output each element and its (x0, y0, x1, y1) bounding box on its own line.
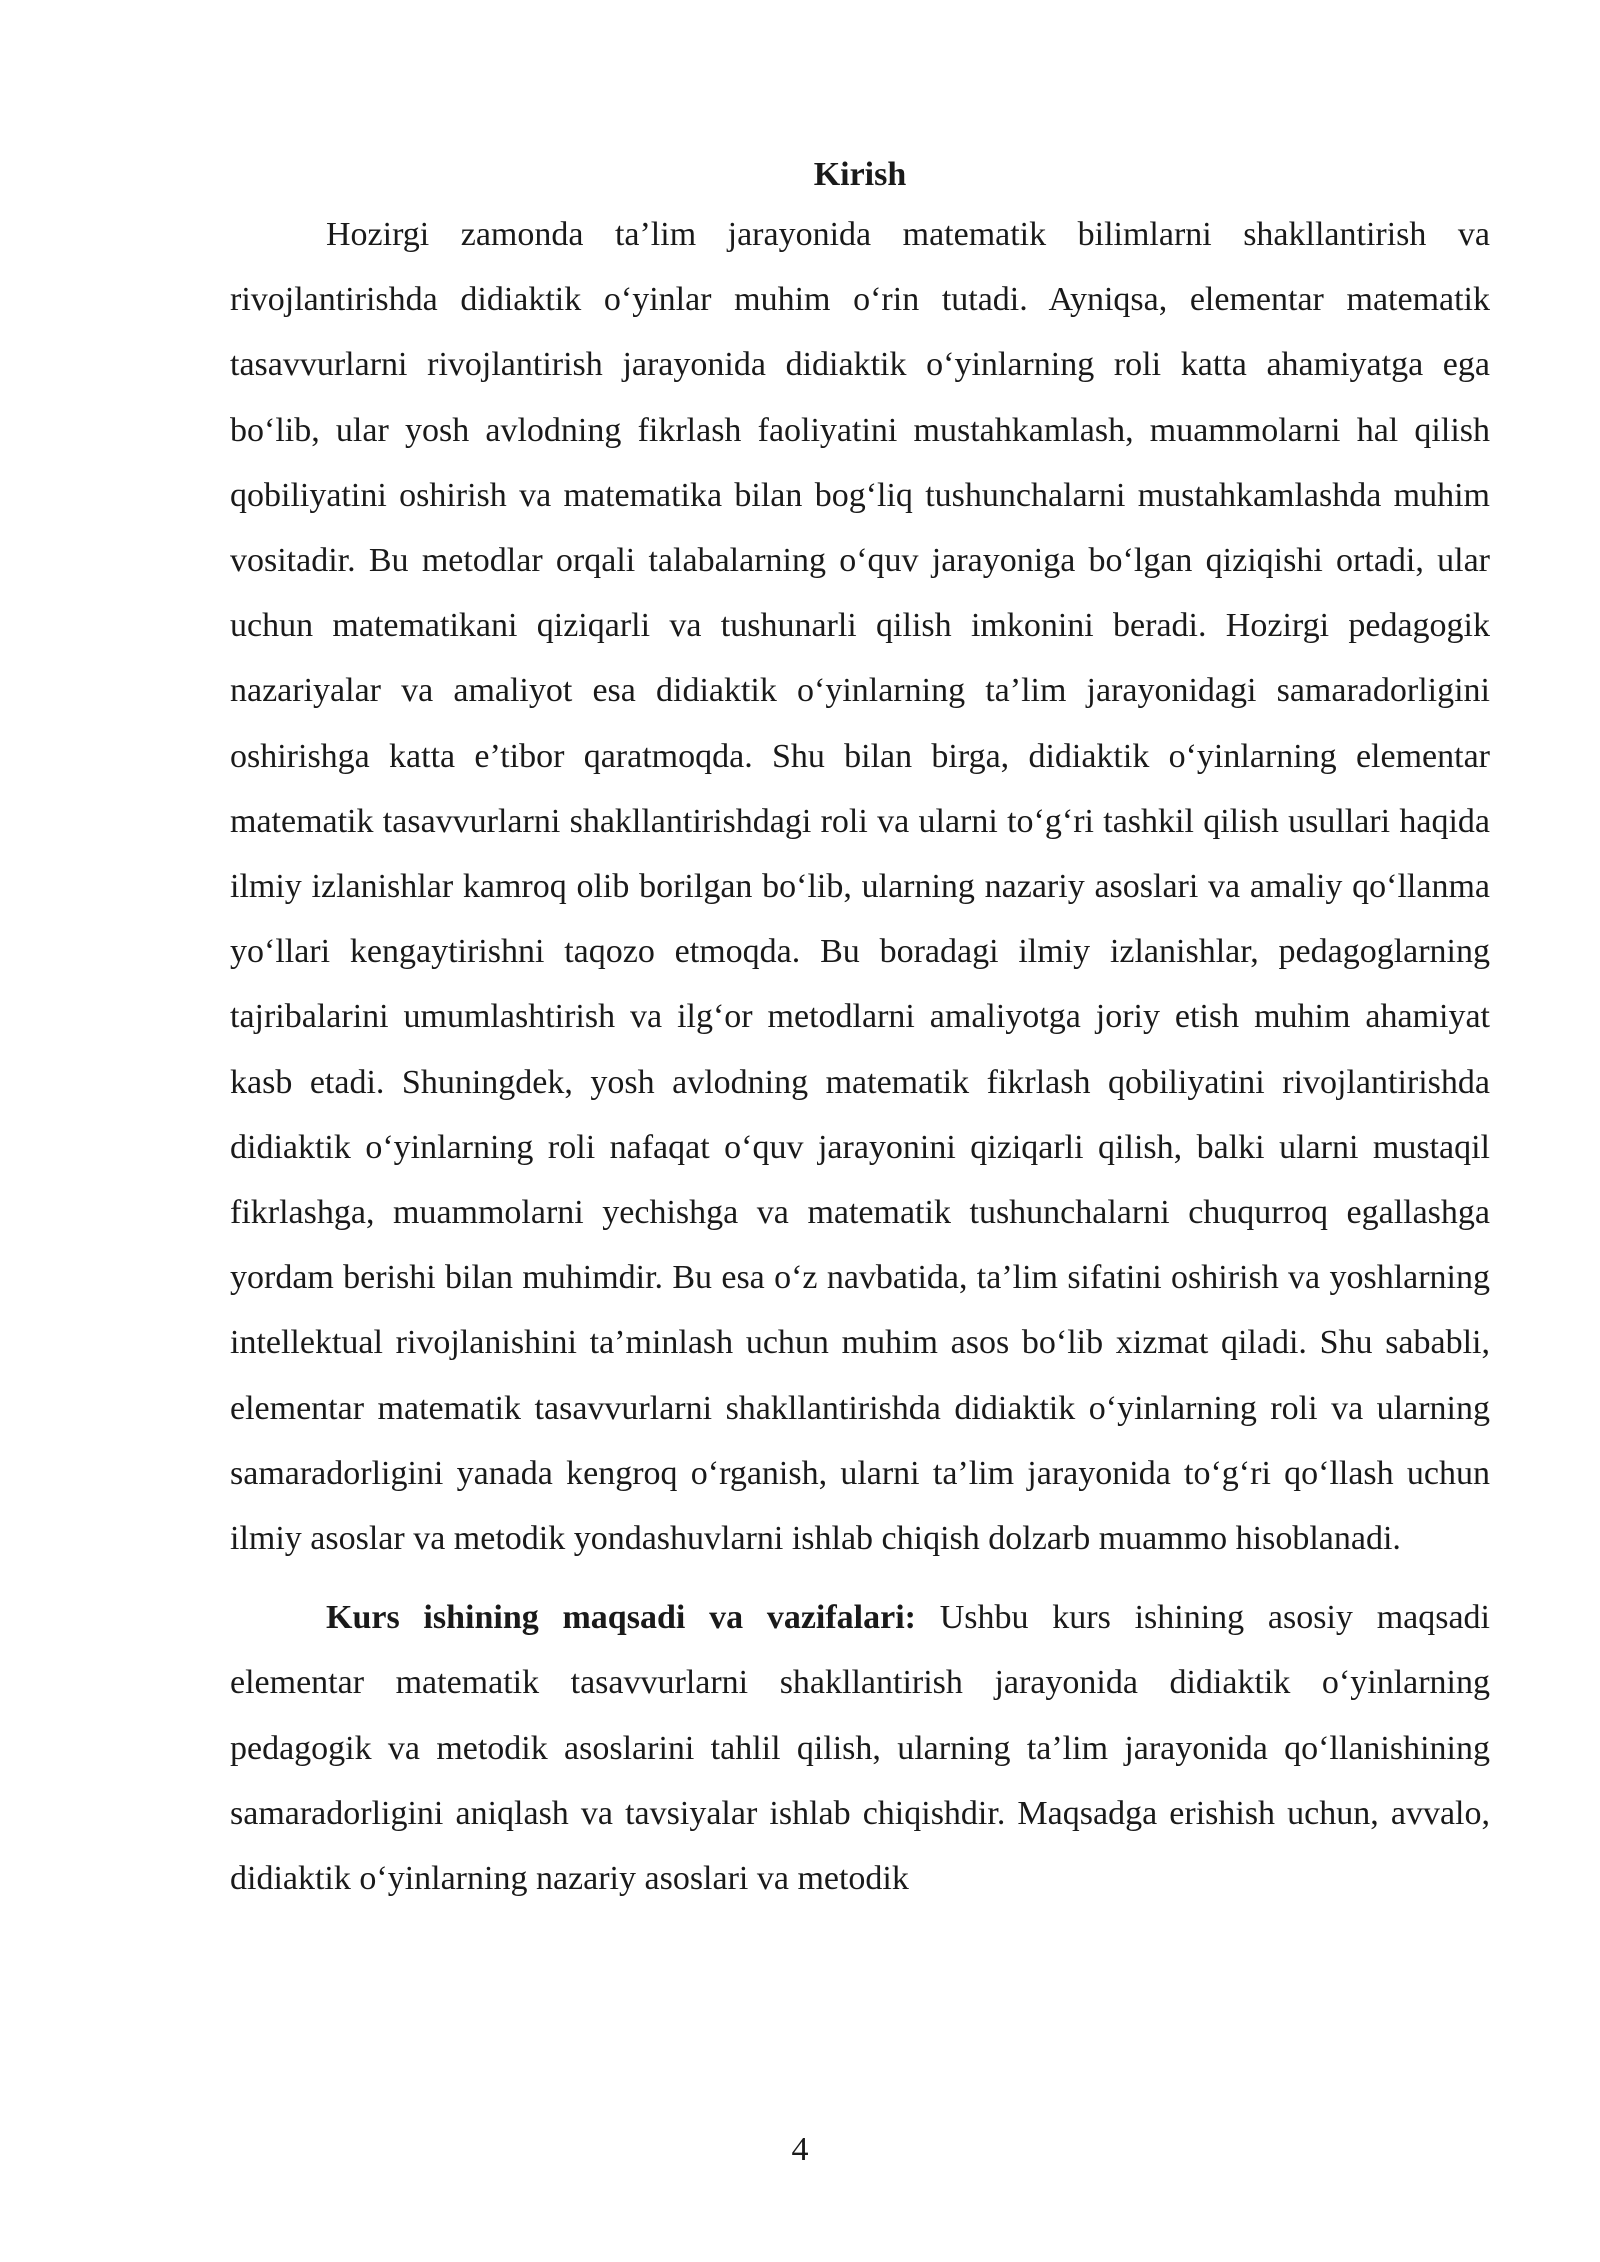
paragraph-text: Ushbu kurs ishining asosiy maqsadi elementar matematik tasavvurlarni shakllantirish jarayonida didiaktik o‘yinlarning pedagogik va metodik asoslarini tahlil qilish, ularning ta’lim jarayonida qo‘llanishining samaradorligini aniqlash va tavsiyalar ishlab chiqishdir. Maqsadga erishish uchun, avvalo, didiaktik o‘yinlarning nazariy asoslari va metodik (230, 1599, 1490, 1898)
goals-paragraph (230, 1585, 1490, 1911)
page-number: 4 (791, 2131, 809, 2168)
paragraph-text: Hozirgi zamonda ta’lim jarayonida matematik bilimlarni shakllantirish va rivojlantirishda didiaktik o‘yinlar muhim o‘rin tutadi. Ayniqsa, elementar matematik tasavvurlarni rivojlantirish jarayonida didiaktik o‘yinlarning roli katta ahamiyatga ega bo‘lib, ular yosh avlodning fikrlash faoliyatini mustahkamlash, muammolarni hal qilish qobiliyatini oshirish va matematika bilan bog‘liq tushunchalarni mustahkamlashda muhim vositadir. Bu metodlar orqali talabalarning o‘quv jarayoniga bo‘lgan qiziqishi ortadi, ular uchun matematikani qiziqarli va tushunarli qilish imkonini beradi. Hozirgi pedagogik nazariyalar va amaliyot esa didiaktik o‘yinlarning ta’lim jarayonidagi samaradorligini oshirishga katta e’tibor qaratmoqda. Shu bilan birga, didiaktik o‘yinlarning elementar matematik tasavvurlarni shakllantirishdagi roli va ularni to‘g‘ri tashkil qilish usullari haqida ilmiy izlanishlar kamroq olib borilgan bo‘lib, ularning nazariy asoslari va amaliy qo‘llanma yo‘llari kengaytirishni taqozo etmoqda. Bu boradagi ilmiy izlanishlar, pedagoglarning tajribalarini umumlashtirish va ilg‘or metodlarni amaliyotga joriy etish muhim ahamiyat kasb etadi. Shuningdek, yosh avlodning matematik fikrlash qobiliyatini rivojlantirishda didiaktik o‘yinlarning roli nafaqat o‘quv jarayonini qiziqarli qilish, balki ularni mustaqil fikrlashga, muammolarni yechishga va matematik tushunchalarni chuqurroq egallashga yordam berishi bilan muhimdir. Bu esa o‘z navbatida, ta’lim sifatini oshirish va yoshlarning intellektual rivojlanishini ta’minlash uchun muhim asos bo‘lib xizmat qiladi. Shu sababli, elementar matematik tasavvurlarni shakllantirishda didiaktik o‘yinlarning roli va ularning samaradorligini yanada kengroq o‘rganish, ularni ta’lim jarayonida to‘g‘ri qo‘llash uchun ilmiy asoslar va metodik yondashuvlarni ishlab chiqish dolzarb muammo hisoblanadi. (230, 216, 1490, 1558)
page-content (230, 148, 1490, 1911)
paragraph-lead: Kurs ishining maqsadi va vazifalari: (326, 1599, 916, 1637)
section-title: Kirish (813, 156, 907, 193)
intro-paragraph (230, 202, 1490, 1571)
